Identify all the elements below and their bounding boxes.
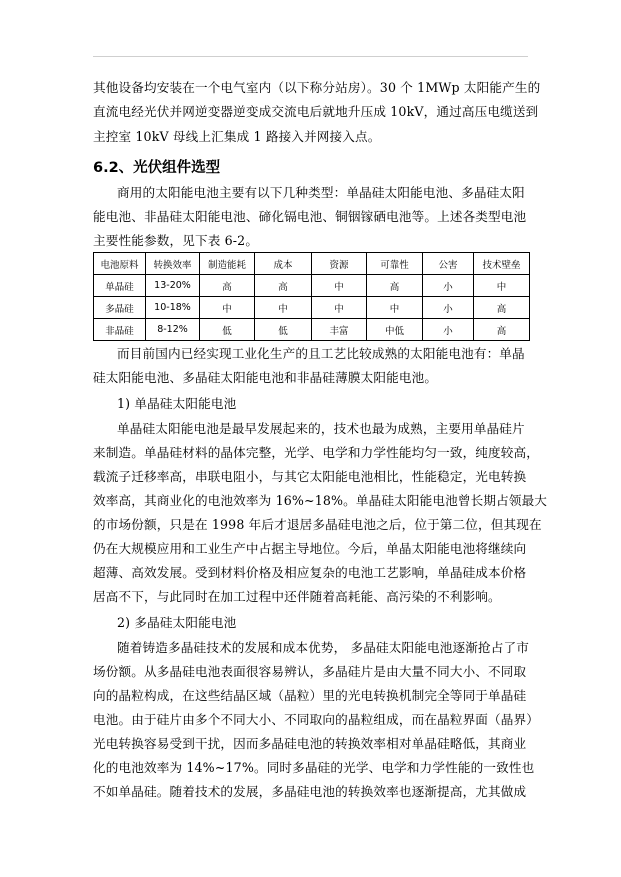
table-row xyxy=(94,297,530,319)
table-cell: 高 xyxy=(474,319,530,341)
table-cell: 低 xyxy=(200,319,255,341)
table-header-row xyxy=(94,253,530,275)
paragraph-line: 而目前国内已经实现工业化生产的且工艺比较成熟的太阳能电池有：单晶 xyxy=(117,346,525,361)
table-header-cell: 可靠性 xyxy=(367,253,423,275)
table-row xyxy=(94,275,530,297)
intro-line: 主控室 10kV 母线上汇集成 1 路接入并网接入点。 xyxy=(93,129,381,144)
performance-table xyxy=(93,252,530,341)
paragraph-line: 超薄、高效发展。受到材料价格及相应复杂的电池工艺影响，单晶硅成本价格 xyxy=(93,565,527,580)
table-header-cell: 公害 xyxy=(423,253,474,275)
table-cell: 低 xyxy=(255,319,312,341)
section-heading: 6.2、光伏组件选型 xyxy=(93,160,221,176)
paragraph-line: 不如单晶硅。随着技术的发展，多晶硅电池的转换效率也逐渐提高，尤其做成 xyxy=(93,784,527,799)
table-cell: 中 xyxy=(367,297,423,319)
table-cell: 中低 xyxy=(367,319,423,341)
paragraph-line: 主要性能参数，见下表 6-2。 xyxy=(93,233,259,248)
paragraph-line: 场份额。从多晶硅电池表面很容易辨认，多晶硅片是由大量不同大小、不同取 xyxy=(93,664,527,679)
table-cell: 高 xyxy=(200,275,255,297)
intro-line: 直流电经光伏并网逆变器逆变成交流电后就地升压成 10kV，通过高压电缆送到 xyxy=(93,104,539,119)
table-header-cell: 电池原料 xyxy=(94,253,146,275)
table-header-cell: 转换效率 xyxy=(146,253,200,275)
header-rule xyxy=(93,56,528,57)
table-cell: 单晶硅 xyxy=(94,275,146,297)
table-cell: 丰富 xyxy=(312,319,367,341)
table-cell: 多晶硅 xyxy=(94,297,146,319)
table-cell: 中 xyxy=(474,275,530,297)
paragraph-line: 效率高，其商业化的电池效率为 16%~18%。单晶硅太阳能电池曾长期占领最大 xyxy=(93,493,548,508)
paragraph-line: 随着铸造多晶硅技术的发展和成本优势， 多晶硅太阳能电池逐渐抢占了市 xyxy=(117,640,529,655)
table-cell: 非晶硅 xyxy=(94,319,146,341)
table-cell: 高 xyxy=(255,275,312,297)
paragraph-line: 电池。由于硅片由多个不同大小、不同取向的晶粒组成，而在晶粒界面（晶界） xyxy=(93,712,540,727)
paragraph-line: 单晶硅太阳能电池是最早发展起来的，技术也最为成熟，主要用单晶硅片 xyxy=(117,421,525,436)
table-header-cell: 技术壁垒 xyxy=(474,253,530,275)
table-cell: 10-18% xyxy=(146,297,200,319)
table-row xyxy=(94,319,530,341)
intro-line: 其他设备均安装在一个电气室内（以下称分站房）。30 个 1MWp 太阳能产生的 xyxy=(93,80,541,95)
paragraph-line: 载流子迁移率高，串联电阻小，与其它太阳能电池相比，性能稳定，光电转换 xyxy=(93,469,527,484)
table-cell: 小 xyxy=(423,319,474,341)
table-cell: 小 xyxy=(423,275,474,297)
table-cell: 8-12% xyxy=(146,319,200,341)
paragraph-line: 能电池、非晶硅太阳能电池、碲化镉电池、铜铟镓硒电池等。上述各类型电池 xyxy=(93,209,527,224)
table-cell: 高 xyxy=(367,275,423,297)
paragraph-line: 的市场份额，只是在 1998 年后才退居多晶硅电池之后，位于第二位，但其现在 xyxy=(93,517,542,532)
paragraph-line: 光电转换容易受到干扰，因而多晶硅电池的转换效率相对单晶硅略低，其商业 xyxy=(93,736,527,751)
paragraph-line: 来制造。单晶硅材料的晶体完整，光学、电学和力学性能均匀一致，纯度较高， xyxy=(93,445,540,460)
table-cell: 小 xyxy=(423,297,474,319)
list-item-heading: 1) 单晶硅太阳能电池 xyxy=(117,396,237,411)
paragraph-line: 居高不下，与此同时在加工过程中还伴随着高耗能、高污染的不利影响。 xyxy=(93,589,501,604)
table-cell: 13-20% xyxy=(146,275,200,297)
table-cell: 中 xyxy=(200,297,255,319)
paragraph-line: 向的晶粒构成，在这些结晶区域（晶粒）里的光电转换机制完全等同于单晶硅 xyxy=(93,688,527,703)
table-header-cell: 成本 xyxy=(255,253,312,275)
paragraph-line: 商用的太阳能电池主要有以下几种类型：单晶硅太阳能电池、多晶硅太阳 xyxy=(117,185,525,200)
paragraph-line: 化的电池效率为 14%~17%。同时多晶硅的光学、电学和力学性能的一致性也 xyxy=(93,760,535,775)
table-header-cell: 制造能耗 xyxy=(200,253,255,275)
table-header-cell: 资源 xyxy=(312,253,367,275)
paragraph-line: 硅太阳能电池、多晶硅太阳能电池和非晶硅薄膜太阳能电池。 xyxy=(93,370,438,385)
table-cell: 中 xyxy=(255,297,312,319)
table-cell: 中 xyxy=(312,275,367,297)
paragraph-line: 仍在大规模应用和工业生产中占据主导地位。今后，单晶太阳能电池将继续向 xyxy=(93,541,527,556)
table-cell: 高 xyxy=(474,297,530,319)
table-cell: 中 xyxy=(312,297,367,319)
list-item-heading: 2) 多晶硅太阳能电池 xyxy=(117,615,237,630)
